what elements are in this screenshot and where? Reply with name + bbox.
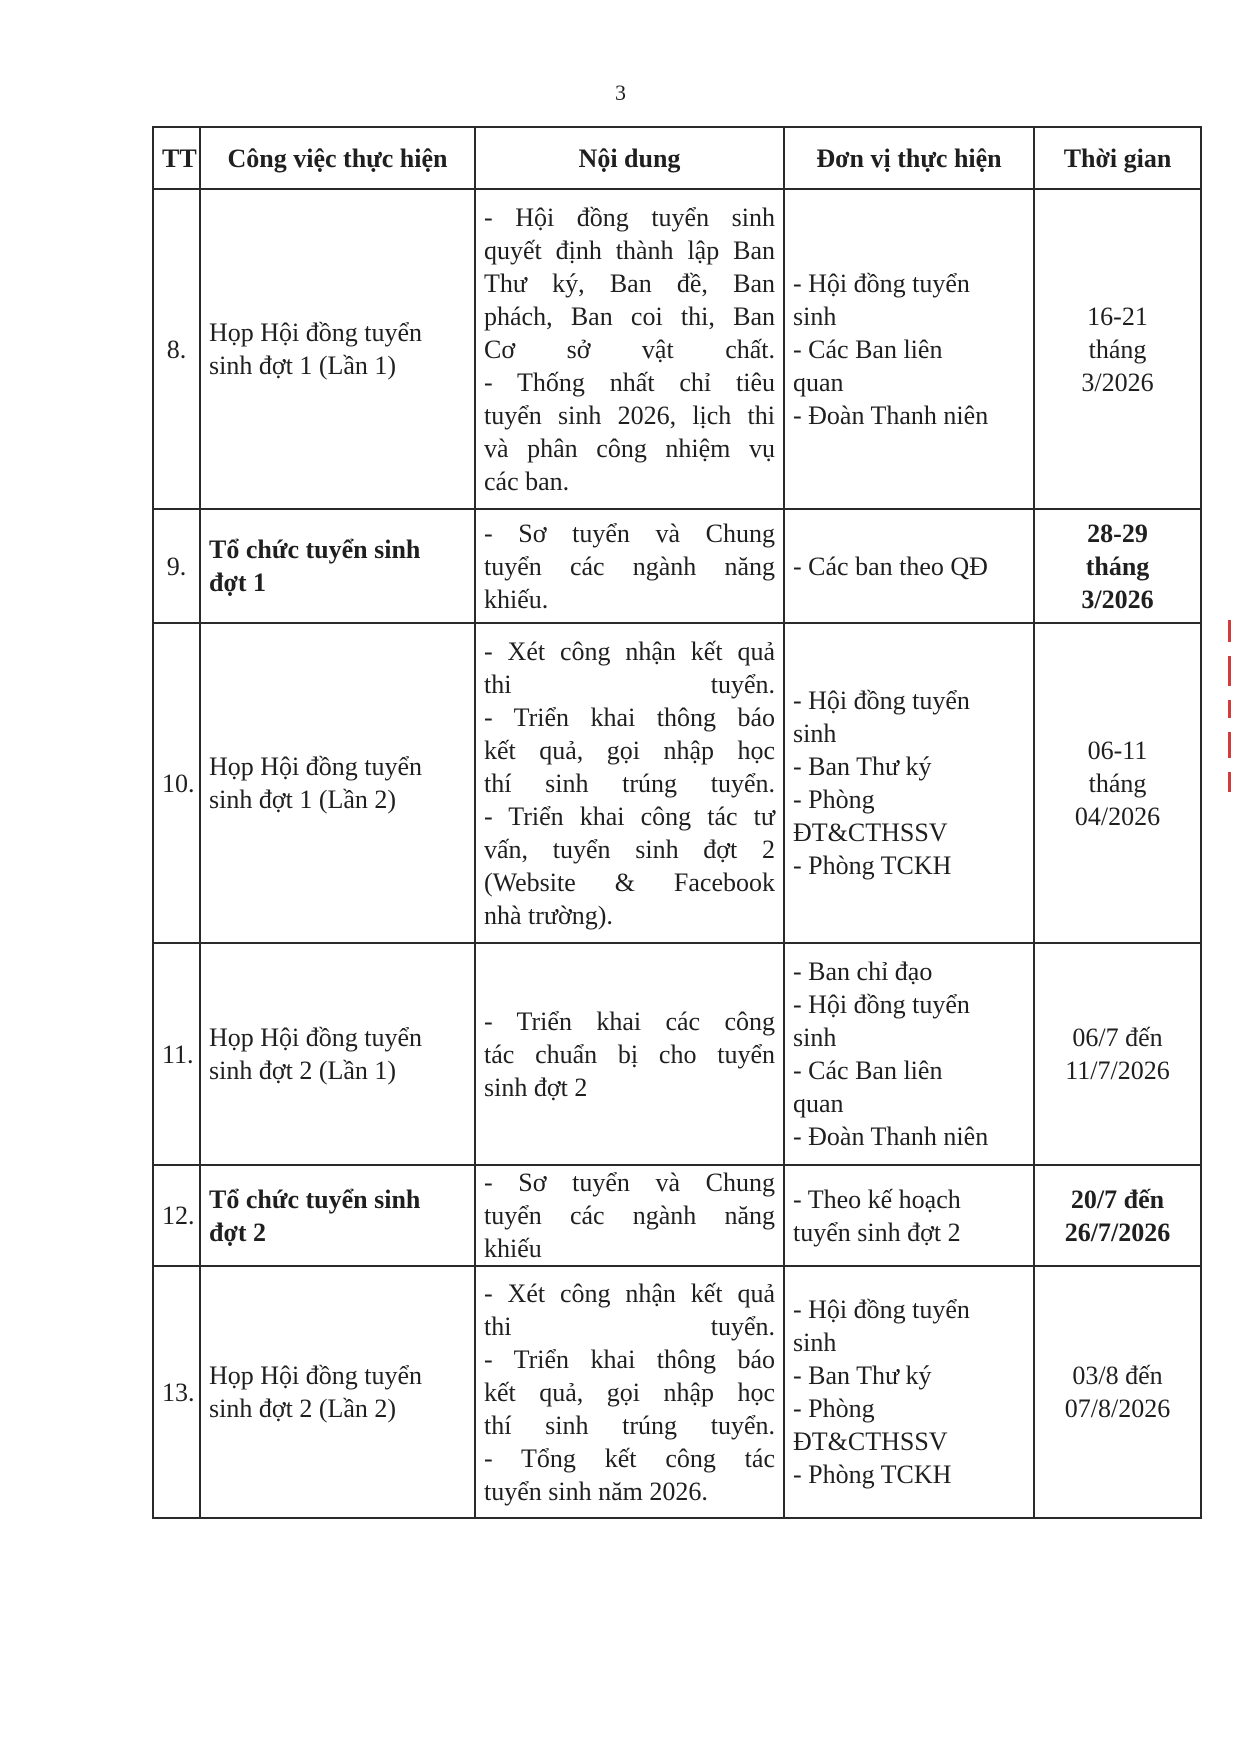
header-time: Thời gian bbox=[1034, 127, 1201, 189]
content-cell bbox=[475, 189, 784, 509]
task-cell-line: sinh đợt 2 (Lần 1) bbox=[209, 1056, 397, 1085]
unit-cell-line: - Hội đồng tuyển bbox=[793, 990, 970, 1019]
unit-cell-line: - Phòng bbox=[793, 785, 875, 814]
task-cell-line: đợt 2 bbox=[209, 1217, 267, 1247]
time-cell bbox=[1034, 943, 1201, 1165]
content-cell-line: kết quả, gọi nhập học bbox=[484, 735, 775, 765]
content-cell-line: kết quả, gọi nhập học bbox=[484, 1377, 775, 1407]
unit-cell-line: - Ban Thư ký bbox=[793, 752, 932, 781]
row-number-line: 9. bbox=[166, 551, 187, 581]
task-cell bbox=[200, 623, 475, 943]
content-cell-line: tuyển sinh 2026, lịch thi bbox=[484, 400, 775, 430]
unit-cell-line: sinh bbox=[793, 1328, 837, 1357]
row-number-line: 11. bbox=[162, 1039, 194, 1069]
content-cell-line: và phân công nhiệm vụ bbox=[484, 433, 775, 463]
content-cell-line: - Triển khai thông báo bbox=[484, 1344, 775, 1374]
row-number bbox=[153, 623, 200, 943]
content-cell-line: - Xét công nhận kết quả bbox=[484, 1278, 775, 1308]
content-cell-line: thí sinh trúng tuyển. bbox=[484, 768, 775, 798]
content-cell-line: (Website & Facebook bbox=[484, 867, 775, 897]
content-cell-line: các ban. bbox=[484, 466, 570, 496]
time-cell-line: 04/2026 bbox=[1074, 801, 1161, 831]
task-cell-line: Họp Hội đồng tuyển bbox=[209, 1361, 423, 1390]
header-row bbox=[153, 127, 1201, 189]
time-cell-line: 03/8 đến bbox=[1072, 1361, 1163, 1390]
task-cell-line: Tổ chức tuyển sinh bbox=[209, 1184, 421, 1214]
content-cell-line: khiếu. bbox=[484, 584, 549, 614]
header-unit: Đơn vị thực hiện bbox=[784, 127, 1034, 189]
task-cell-line: Họp Hội đồng tuyển bbox=[209, 752, 423, 781]
unit-cell-line: - Ban chỉ đạo bbox=[793, 957, 933, 986]
row-number-line: 13. bbox=[162, 1377, 195, 1407]
unit-cell-line: quan bbox=[793, 1089, 844, 1118]
task-cell bbox=[200, 509, 475, 623]
content-cell-line: - Triển khai các công bbox=[484, 1006, 775, 1036]
time-cell-line: 16-21 bbox=[1087, 301, 1148, 331]
row-number-line: 12. bbox=[162, 1201, 195, 1230]
content-cell-line: Thư ký, Ban đề, Ban bbox=[484, 268, 775, 298]
content-cell-line: tác chuẩn bị cho tuyển bbox=[484, 1039, 775, 1069]
header-tt: TT bbox=[153, 127, 200, 189]
content-cell-line: - Thống nhất chỉ tiêu bbox=[484, 367, 775, 397]
margin-stamp-marks bbox=[1222, 620, 1236, 830]
table-body bbox=[153, 189, 1201, 1518]
time-cell-line: 06-11 bbox=[1087, 735, 1148, 765]
content-cell bbox=[475, 623, 784, 943]
task-cell bbox=[200, 1165, 475, 1266]
content-cell-line: khiếu bbox=[484, 1234, 542, 1263]
unit-cell bbox=[784, 1165, 1034, 1266]
table-row bbox=[153, 623, 1201, 943]
task-cell bbox=[200, 189, 475, 509]
content-cell-line: nhà trường). bbox=[484, 900, 613, 930]
unit-cell-line: - Đoàn Thanh niên bbox=[793, 400, 989, 430]
row-number bbox=[153, 1165, 200, 1266]
task-cell-line: Tổ chức tuyển sinh bbox=[209, 535, 421, 564]
content-cell-line: - Sơ tuyển và Chung bbox=[484, 518, 775, 548]
unit-cell-line: - Phòng TCKH bbox=[793, 851, 952, 880]
time-cell bbox=[1034, 189, 1201, 509]
content-cell-line: - Triển khai công tác tư bbox=[484, 801, 775, 831]
content-cell-line: Cơ sở vật chất. bbox=[484, 334, 775, 364]
content-cell-line: thí sinh trúng tuyển. bbox=[484, 1410, 775, 1440]
task-cell-line: đợt 1 bbox=[209, 568, 267, 597]
unit-cell-line: sinh bbox=[793, 301, 837, 331]
time-cell-line: 11/7/2026 bbox=[1065, 1056, 1170, 1085]
content-cell-line: vấn, tuyển sinh đợt 2 bbox=[484, 834, 775, 864]
content-cell-line: tuyển sinh năm 2026. bbox=[484, 1476, 708, 1506]
header-task: Công việc thực hiện bbox=[200, 127, 475, 189]
unit-cell-line: tuyển sinh đợt 2 bbox=[793, 1217, 961, 1247]
content-cell-line: quyết định thành lập Ban bbox=[484, 235, 775, 265]
content-cell-line: tuyển các ngành năng bbox=[484, 1201, 775, 1230]
time-cell bbox=[1034, 623, 1201, 943]
row-number bbox=[153, 943, 200, 1165]
content-cell-line: thi tuyển. bbox=[484, 1311, 775, 1341]
unit-cell-line: - Các Ban liên bbox=[793, 334, 943, 364]
unit-cell-line: sinh bbox=[793, 1023, 837, 1052]
task-cell-line: sinh đợt 2 (Lần 2) bbox=[209, 1394, 397, 1423]
unit-cell-line: quan bbox=[793, 367, 844, 397]
content-cell-line: - Sơ tuyển và Chung bbox=[484, 1168, 775, 1197]
content-cell-line: thi tuyển. bbox=[484, 669, 775, 699]
table-row bbox=[153, 1266, 1201, 1518]
unit-cell-line: - Theo kế hoạch bbox=[793, 1184, 961, 1214]
row-number-line: 10. bbox=[162, 768, 195, 798]
unit-cell bbox=[784, 509, 1034, 623]
page-number: 3 bbox=[615, 80, 626, 105]
table-header bbox=[153, 127, 1201, 189]
time-cell bbox=[1034, 1266, 1201, 1518]
unit-cell-line: - Phòng bbox=[793, 1394, 875, 1423]
time-cell bbox=[1034, 1165, 1201, 1266]
time-cell-line: 3/2026 bbox=[1081, 367, 1154, 397]
row-number bbox=[153, 1266, 200, 1518]
unit-cell-line: sinh bbox=[793, 719, 837, 748]
task-cell-line: sinh đợt 1 (Lần 1) bbox=[209, 351, 397, 380]
content-cell bbox=[475, 943, 784, 1165]
task-cell bbox=[200, 943, 475, 1165]
unit-cell bbox=[784, 1266, 1034, 1518]
time-cell-line: 26/7/2026 bbox=[1064, 1217, 1171, 1247]
unit-cell-line: - Ban Thư ký bbox=[793, 1361, 932, 1390]
unit-cell bbox=[784, 943, 1034, 1165]
time-cell-line: 20/7 đến bbox=[1070, 1184, 1165, 1214]
content-cell-line: - Hội đồng tuyển sinh bbox=[484, 202, 775, 232]
content-cell-line: - Xét công nhận kết quả bbox=[484, 636, 775, 666]
task-cell-line: sinh đợt 1 (Lần 2) bbox=[209, 785, 397, 814]
unit-cell bbox=[784, 189, 1034, 509]
time-cell-line: 3/2026 bbox=[1081, 584, 1154, 614]
table-row bbox=[153, 943, 1201, 1165]
content-cell bbox=[475, 1165, 784, 1266]
unit-cell-line: - Hội đồng tuyển bbox=[793, 1295, 970, 1324]
time-cell-line: 06/7 đến bbox=[1072, 1023, 1163, 1052]
table-row bbox=[153, 509, 1201, 623]
task-cell-line: Họp Hội đồng tuyển bbox=[209, 1023, 423, 1052]
time-cell-line: 07/8/2026 bbox=[1064, 1394, 1171, 1423]
content-cell-line: sinh đợt 2 bbox=[484, 1072, 588, 1102]
unit-cell-line: - Hội đồng tuyển bbox=[793, 268, 970, 298]
task-cell bbox=[200, 1266, 475, 1518]
unit-cell-line: - Các Ban liên bbox=[793, 1056, 943, 1085]
time-cell-line: tháng bbox=[1088, 334, 1147, 364]
time-cell-line: 28-29 bbox=[1087, 518, 1148, 548]
content-cell bbox=[475, 509, 784, 623]
content-cell-line: - Tổng kết công tác bbox=[484, 1443, 775, 1473]
row-number-line: 8. bbox=[166, 334, 187, 364]
unit-cell-line: - Hội đồng tuyển bbox=[793, 686, 970, 715]
time-cell-line: tháng bbox=[1085, 551, 1150, 581]
time-cell-line: tháng bbox=[1088, 768, 1147, 798]
task-cell-line: Họp Hội đồng tuyển bbox=[209, 318, 423, 347]
unit-cell-line: - Đoàn Thanh niên bbox=[793, 1122, 989, 1151]
unit-cell-line: ĐT&CTHSSV bbox=[793, 1427, 948, 1456]
row-number bbox=[153, 189, 200, 509]
unit-cell-line: ĐT&CTHSSV bbox=[793, 818, 948, 847]
unit-cell-line: - Các ban theo QĐ bbox=[793, 551, 988, 581]
admission-schedule-table bbox=[152, 126, 1202, 1519]
time-cell bbox=[1034, 509, 1201, 623]
header-content: Nội dung bbox=[475, 127, 784, 189]
unit-cell-line: - Phòng TCKH bbox=[793, 1460, 952, 1489]
content-cell-line: - Triển khai thông báo bbox=[484, 702, 775, 732]
content-cell bbox=[475, 1266, 784, 1518]
content-cell-line: tuyển các ngành năng bbox=[484, 551, 775, 581]
row-number bbox=[153, 509, 200, 623]
table-row bbox=[153, 1165, 1201, 1266]
content-cell-line: phách, Ban coi thi, Ban bbox=[484, 301, 775, 331]
unit-cell bbox=[784, 623, 1034, 943]
table-row bbox=[153, 189, 1201, 509]
